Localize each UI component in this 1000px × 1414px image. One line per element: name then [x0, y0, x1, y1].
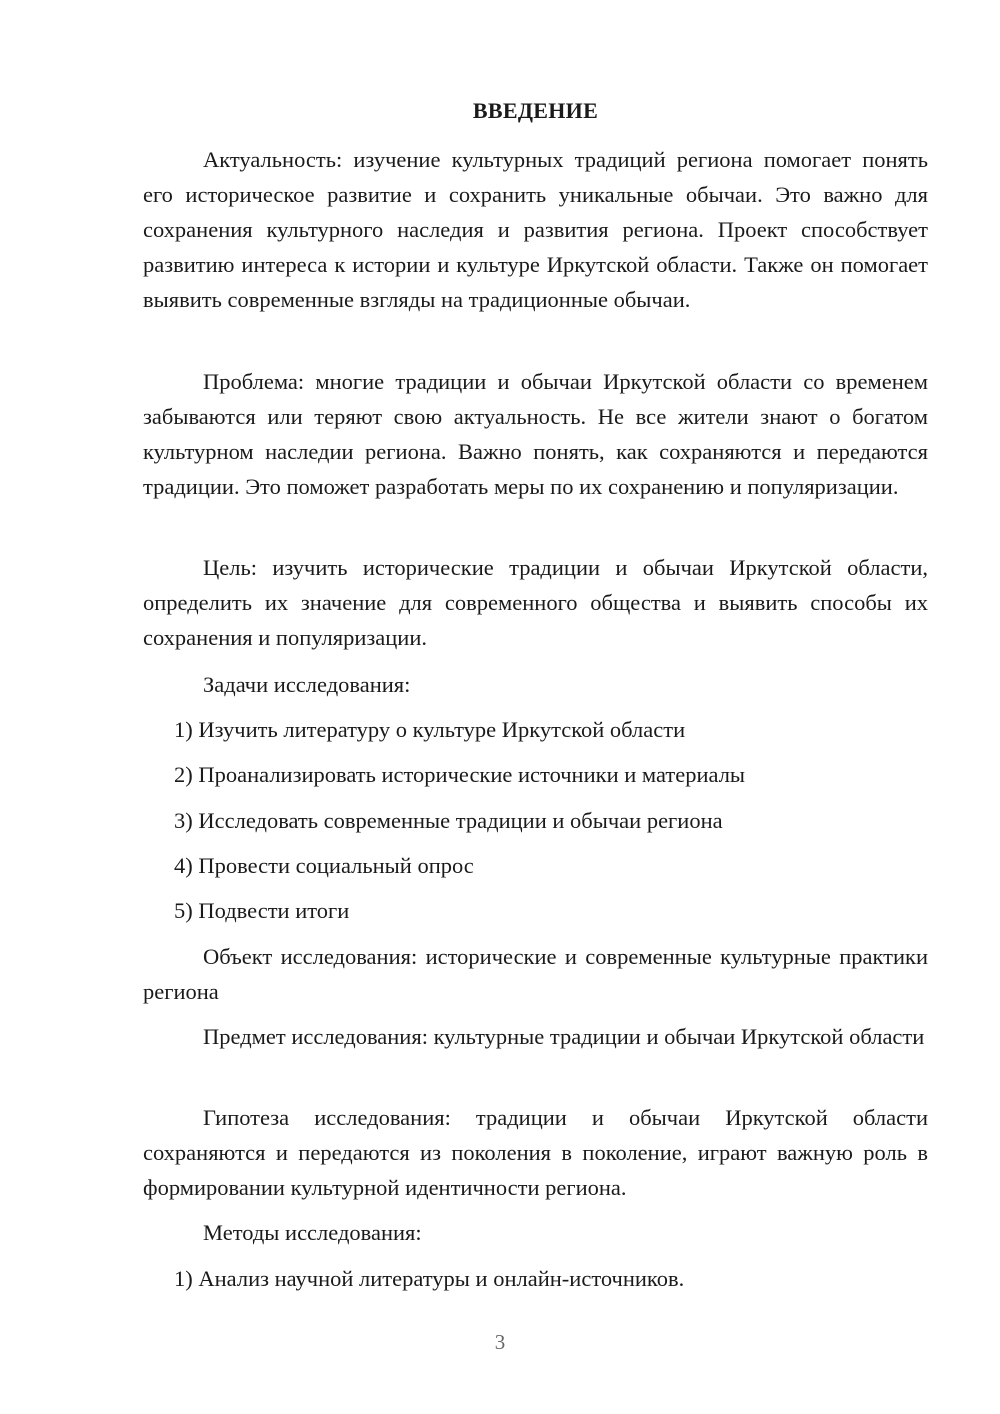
object-paragraph: Объект исследования: исторические и современные культурные практики региона — [143, 944, 928, 1004]
hypothesis-paragraph: Гипотеза исследования: традиции и обычаи Иркутской области сохраняются и передаются из поколения в поколение, играют важную роль в формировании культурной идентичности региона. — [143, 1105, 928, 1200]
relevance-paragraph: Актуальность: изучение культурных традиций региона помогает понять его историческое развитие и сохранить уникальные обычаи. Это важно для сохранения культурного наследия и развития региона. Проект способствует развитию интереса к истории и культуре Иркутской области. Также он помогает выявить современные взгляды на традиционные обычаи. — [143, 147, 928, 312]
page-number: 3 — [494, 1330, 506, 1354]
goal-paragraph: Цель: изучить исторические традиции и обычаи Иркутской области, определить их значение для современного общества и выявить способы их сохранения и популяризации. — [143, 555, 928, 650]
problem-paragraph: Проблема: многие традиции и обычаи Иркутской области со временем забываются или теряют свою актуальность. Не все жители знают о богатом культурном наследии региона. Важно понять, как сохраняются и передаются традиции. Это поможет разработать меры по их сохранению и популяризации. — [143, 369, 928, 499]
task-list-item: 5) Подвести итоги — [174, 898, 350, 923]
methods-heading: Методы исследования: — [203, 1220, 422, 1245]
page-title: ВВЕДЕНИЕ — [472, 98, 599, 123]
tasks-heading: Задачи исследования: — [203, 672, 411, 697]
subject-paragraph: Предмет исследования: культурные традиции и обычаи Иркутской области — [203, 1024, 925, 1049]
method-list-item: 1) Анализ научной литературы и онлайн-источников. — [174, 1266, 685, 1291]
task-list-item: 4) Провести социальный опрос — [174, 853, 474, 878]
task-list-item: 1) Изучить литературу о культуре Иркутской области — [174, 717, 686, 742]
task-list-item: 3) Исследовать современные традиции и обычаи региона — [174, 808, 723, 833]
task-list-item: 2) Проанализировать исторические источники и материалы — [174, 762, 746, 787]
